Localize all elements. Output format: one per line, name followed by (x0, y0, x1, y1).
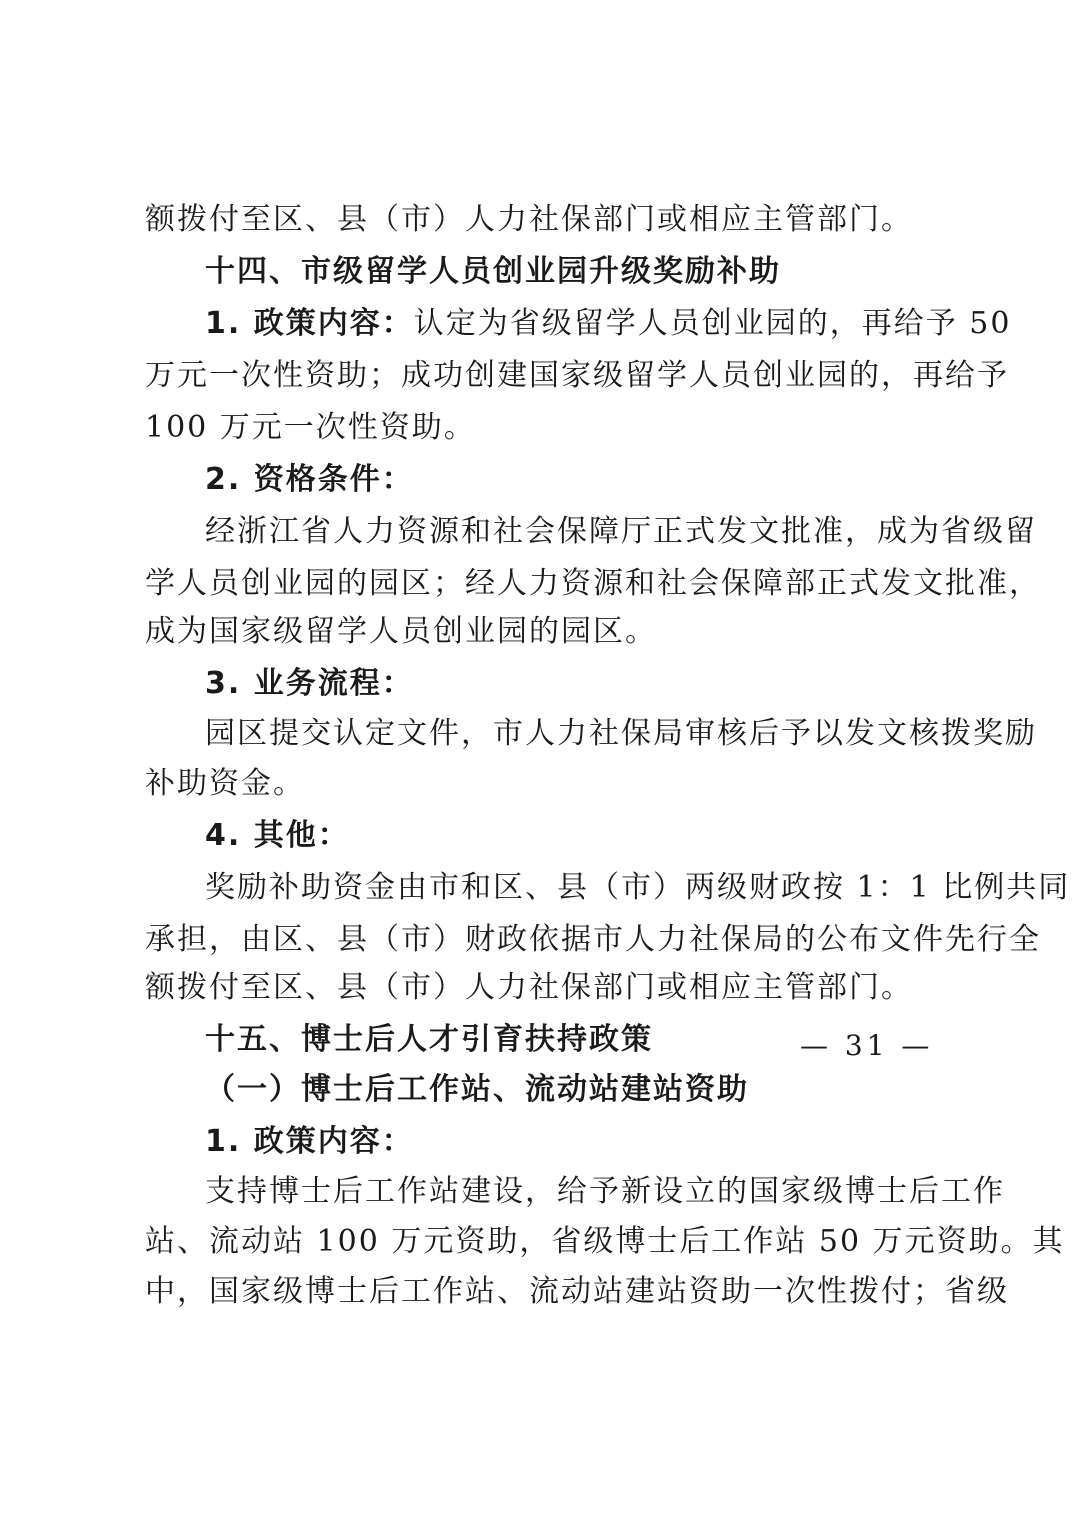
body-line: 成为国家级留学人员创业园的园区。 (145, 614, 657, 649)
body-line: 额拨付至区、县（市）人力社保部门或相应主管部门。 (145, 202, 913, 237)
body-line: 奖励补助资金由市和区、县（市）两级财政按 1：1 比例共同 (205, 870, 1071, 905)
body-line: 补助资金。 (145, 766, 305, 801)
other-label: 4. 其他： (205, 818, 350, 853)
body-line: 园区提交认定文件，市人力社保局审核后予以发文核拨奖励 (205, 716, 1037, 751)
process-label: 3. 业务流程： (205, 666, 414, 701)
body-line: 站、流动站 100 万元资助，省级博士后工作站 50 万元资助。其 (145, 1224, 1065, 1259)
page-number: — 31 — (800, 1029, 934, 1062)
body-line: 100 万元一次性资助。 (145, 410, 476, 445)
policy-content-label: 1. 政策内容： (205, 306, 414, 341)
body-line: 万元一次性资助；成功创建国家级留学人员创业园的，再给予 (145, 358, 1009, 393)
body-line: 额拨付至区、县（市）人力社保部门或相应主管部门。 (145, 970, 913, 1005)
eligibility-label: 2. 资格条件： (205, 462, 414, 497)
body-line: 学人员创业园的园区；经人力资源和社会保障部正式发文批准， (145, 566, 1041, 601)
policy-content-line (205, 304, 1012, 344)
policy-content-text: 认定为省级留学人员创业园的，再给予 50 (413, 306, 1012, 341)
body-line: 承担，由区、县（市）财政依据市人力社保局的公布文件先行全 (145, 922, 1041, 957)
body-line: 中，国家级博士后工作站、流动站建站资助一次性拨付；省级 (145, 1274, 1009, 1309)
section-heading-15: 十五、博士后人才引育扶持政策 (205, 1022, 653, 1057)
body-line: 支持博士后工作站建设，给予新设立的国家级博士后工作 (205, 1174, 1005, 1209)
policy-content-label-2: 1. 政策内容： (205, 1124, 414, 1159)
body-line: 经浙江省人力资源和社会保障厅正式发文批准，成为省级留 (205, 514, 1037, 549)
section-heading-14: 十四、市级留学人员创业园升级奖励补助 (205, 254, 781, 289)
subsection-heading: （一）博士后工作站、流动站建站资助 (205, 1072, 749, 1107)
